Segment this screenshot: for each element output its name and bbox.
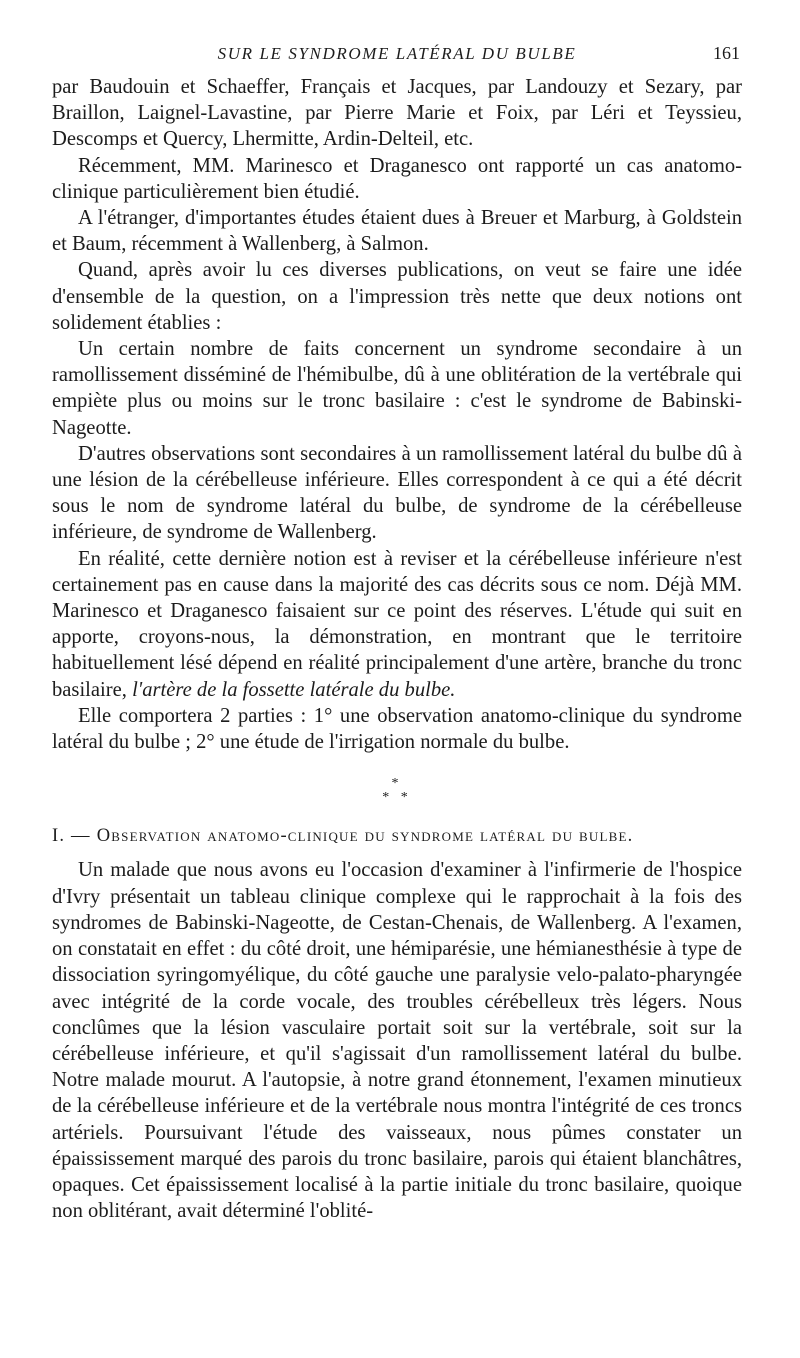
section-number: I. — [52,826,91,847]
running-title: SUR LE SYNDROME LATÉRAL DU BULBE [217,44,577,63]
paragraph-2: Récemment, MM. Marinesco et Draganesco ont rapporté un cas anatomo-clinique particulièrement bien étudié. [52,154,742,203]
section-title: Observation anatomo-clinique du syndrome latéral du bulbe. [96,826,634,847]
paragraph-3: A l'étranger, d'importantes études étaient dues à Breuer et Marburg, à Goldstein et Baum, récemment à Wallenberg, à Salmon. [52,207,742,256]
paragraph-7 [52,546,742,703]
running-head [52,40,742,74]
paragraph-8: Elle comportera 2 parties : 1° une observation anatomo-clinique du syndrome latéral du bulbe ; 2° une étude de l'irrigation normale du bulbe. [52,704,742,754]
asterism-top: * [391,776,403,792]
paragraph-6: D'autres observations sont secondaires à un ramollissement latéral du bulbe dû à une lésion de la cérébelleuse inférieure. Elles correspondent à ce qui a été décrit sous le nom de syndrome latéral du bulbe, de syndrome de la cérébelleuse inférieure, de syndrome de Wallenberg. [52,442,742,544]
paragraph-4: Quand, après avoir lu ces diverses publications, on veut se faire une idée d'ensemble de la question, on a l'impression très nette que deux notions ont solidement établies : [52,259,742,334]
page-number: 161 [713,43,740,63]
body-text [52,74,742,1224]
paragraph-7-text: En réalité, cette dernière notion est à reviser et la cérébelleuse inférieure n'est certainement pas en cause dans la majorité des cas décrits sous ce nom. Déjà MM. Marinesco et Draganesco faisaient sur ce point des réserves. L'étude qui suit en apporte, croyons-nous, la démonstration, en montrant que le territoire habituellement lésé dépend en réalité principalement d'une artère, branche du tronc basilaire, [52,547,742,701]
paragraph-5: Un certain nombre de faits concernent un syndrome secondaire à un ramollissement disséminé de l'hémibulbe, dû à une oblitération de la vertébrale qui empiète plus ou moins sur le tronc basilaire : c'est le syndrome de Babinski-Nageotte. [52,338,742,439]
asterism-bottom: * * [382,790,412,806]
paragraph-7-italic: l'artère de la fossette latérale du bulbe. [132,678,456,701]
asterism [52,777,742,805]
paragraph-9: Un malade que nous avons eu l'occasion d'examiner à l'infirmerie de l'hospice d'Ivry présentait un tableau clinique complexe qui le rapprochait à la fois des syndromes de Babinski-Nageotte, de Cestan-Chenais, de Wallenberg. A l'examen, on constatait en effet : du côté droit, une hémiparésie, une hémianesthésie à type de dissociation syringomyélique, du côté gauche une paralysie velo-palato-pharyngée avec intégrité de la corde vocale, des troubles cérébelleux très légers. Nous conclûmes que la lésion vasculaire portait soit sur la vertébrale, soit sur la cérébelleuse inférieure, et qu'il s'agissait d'un ramollissement latéral du bulbe. Notre malade mourut. A l'autopsie, à notre grand étonnement, l'examen minutieux de la cérébelleuse inférieure et de la vertébrale nous montra l'intégrité de ces troncs artériels. Poursuivant l'étude des vaisseaux, nous pûmes constater un épaississement marqué des parois du tronc basilaire, parois qui étaient blanchâtres, opaques. Cet épaississement localisé à la partie initiale du tronc basilaire, quoique non oblitérant, avait déterminé l'oblité- [52,859,742,1223]
paragraph-1: par Baudouin et Schaeffer, Français et Jacques, par Landouzy et Sezary, par Braillon, Laignel-Lavastine, par Pierre Marie et Foix, par Léri et Teyssieu, Descomps et Quercy, Lhermitte, Ardin-Delteil, etc. [52,76,742,151]
section-heading [52,823,742,849]
